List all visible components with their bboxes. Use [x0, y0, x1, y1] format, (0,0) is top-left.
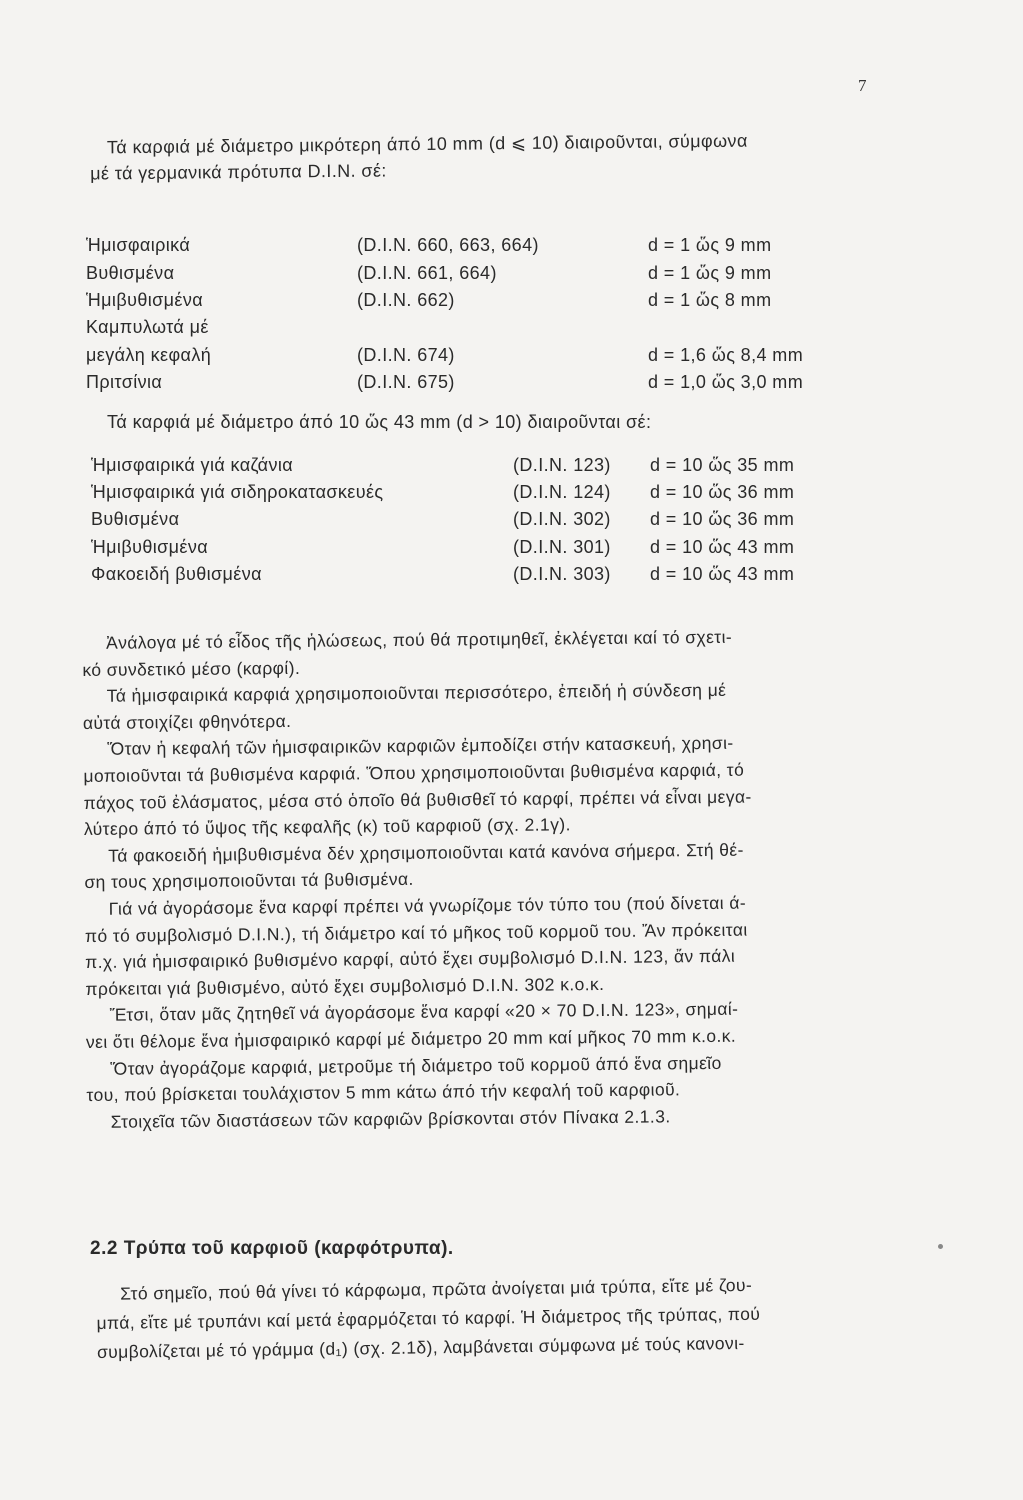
intro-paragraph	[90, 128, 748, 187]
body-line: Στοιχεῖα τῶν διαστάσεων τῶν καρφιῶν βρίσκονται στόν Πίνακα 2.1.3.	[110, 1106, 671, 1132]
nail-type: Πριτσίνια	[86, 372, 163, 392]
print-speck	[938, 1244, 943, 1249]
din-code: (D.I.N. 301)	[513, 537, 611, 557]
body-line: συμβολίζεται μέ τό γράμμα (d₁) (σχ. 2.1δ), λαμβάνεται σύμφωνα μέ τούς κανονι-	[96, 1332, 745, 1362]
body-line: πό τό συμβολισμό D.I.N.), τή διάμετρο καί τό μῆκος τοῦ κορμοῦ του. Ἄν πρόκειται	[84, 919, 748, 946]
nail-type: Καμπυλωτά μέ	[86, 317, 209, 337]
body-line: νει ὅτι θέλομε ἕνα ἡμισφαιρικό καρφί μέ διάμετρο 20 mm καί μῆκος 70 mm κ.ο.κ.	[85, 1025, 737, 1052]
nail-type: Φακοειδή βυθισμένα	[91, 564, 262, 584]
diameter-range: d = 10 ὥς 43 mm	[650, 564, 795, 584]
body-line: Τά φακοειδή ἡμιβυθισμένα δέν χρησιμοποιοῦνται κατά κανόνα σήμερα. Στή θέ-	[108, 839, 744, 866]
diameter-range: d = 10 ὥς 43 mm	[650, 537, 795, 557]
diameter-range: d = 1,6 ὥς 8,4 mm	[648, 345, 804, 365]
body-text	[82, 624, 755, 1136]
nail-type: Ἡμισφαιρικά γιά καζάνια	[91, 455, 294, 475]
diameter-range: d = 1 ὥς 9 mm	[648, 235, 772, 255]
diameter-range: d = 1,0 ὥς 3,0 mm	[648, 372, 804, 392]
diameter-range: d = 1 ὥς 9 mm	[648, 263, 772, 283]
nail-type: Βυθισμένα	[86, 263, 175, 283]
body-line: πρόκειται γιά βυθισμένο, αὐτό ἔχει συμβολισμό D.I.N. 302 κ.ο.κ.	[85, 973, 605, 999]
body-line: Ἀνάλογα μέ τό εἶδος τῆς ἡλώσεως, πού θά προτιμηθεῖ, ἐκλέγεται καί τό σχετι-	[106, 626, 733, 653]
din-code: (D.I.N. 675)	[357, 372, 455, 392]
body-line: Ὅταν ἀγοράζομε καρφιά, μετροῦμε τή διάμετρο τοῦ κορμοῦ άπό ἕνα σημεῖο	[110, 1052, 722, 1079]
din-code: (D.I.N. 662)	[357, 290, 455, 310]
body-line: πάχος τοῦ ἐλάσματος, μέσα στό ὁποῖο θά βυθισθεῖ τό καρφί, πρέπει νά εἶναι μεγα-	[83, 786, 752, 813]
body-line: Ὅταν ἡ κεφαλή τῶν ἡμισφαιρικῶν καρφιῶν ἐμποδίζει στήν κατασκευή, χρησι-	[107, 733, 734, 760]
nail-type: Ἡμισφαιρικά	[86, 235, 191, 255]
body-line: του, πού βρίσκεται τουλάχιστον 5 mm κάτω άπό τήν κεφαλή τοῦ καρφιοῦ.	[86, 1079, 681, 1106]
body-line: λύτερο άπό τό ὕψος τῆς κεφαλῆς (κ) τοῦ καρφιοῦ (σχ. 2.1γ).	[83, 814, 571, 840]
diameter-range: d = 10 ὥς 35 mm	[650, 455, 795, 475]
din-code: (D.I.N. 124)	[513, 482, 611, 502]
body-line: ση τους χρησιμοποιοῦνται τά βυθισμένα.	[84, 869, 414, 893]
body-line: Ἔτσι, ὅταν μᾶς ζητηθεῖ νά ἀγοράσομε ἕνα καρφί «20 × 70 D.I.N. 123», σημαί-	[109, 999, 739, 1026]
body-line: μπά, εἴτε μέ τρυπάνι καί μετά ἐφαρμόζεται τό καρφί. Ἡ διάμετρος τῆς τρύπας, πού	[96, 1303, 761, 1333]
body-line: κό συνδετικό μέσο (καρφί).	[82, 657, 301, 680]
nail-type: μεγάλη κεφαλή	[86, 345, 212, 365]
din-code: (D.I.N. 674)	[357, 345, 455, 365]
body-line: αὐτά στοιχίζει φθηνότερα.	[82, 710, 292, 733]
diameter-range: d = 10 ὥς 36 mm	[650, 482, 795, 502]
nail-type: Ἡμισφαιρικά γιά σιδηροκατασκευές	[91, 482, 384, 502]
din-code: (D.I.N. 660, 663, 664)	[357, 235, 539, 255]
intro-line: Τά καρφιά μέ διάμετρο μικρότερη άπό 10 mm (d ⩽ 10) διαιροῦνται, σύμφωνα	[106, 130, 748, 158]
section-heading: 2.2 Τρύπα τοῦ καρφιοῦ (καρφότρυπα).	[90, 1238, 454, 1259]
page-number: 7	[858, 76, 867, 95]
diameter-range: d = 1 ὥς 8 mm	[648, 290, 772, 310]
din-code: (D.I.N. 661, 664)	[357, 263, 497, 283]
section-body	[96, 1271, 761, 1367]
body-line: μοποιοῦνται τά βυθισμένα καρφιά. Ὅπου χρησιμοποιοῦνται βυθισμένα καρφιά, τό	[83, 759, 745, 786]
body-line: π.χ. γιά ἡμισφαιρικό βυθισμένο καρφί, αὐτό ἔχει συμβολισμό D.I.N. 123, ἄν πάλι	[85, 945, 736, 973]
intro2-line: Τά καρφιά μέ διάμετρο άπό 10 ὥς 43 mm (d > 10) διαιροῦνται σέ:	[107, 412, 652, 432]
nail-type: Ἡμιβυθισμένα	[91, 537, 209, 557]
body-line: Γιά νά ἀγοράσομε ἕνα καρφί πρέπει νά γνωρίζομε τόν τύπο του (πού δίνεται ά-	[108, 892, 747, 919]
diameter-range: d = 10 ὥς 36 mm	[650, 509, 795, 529]
din-code: (D.I.N. 303)	[513, 564, 611, 584]
nail-type: Ἡμιβυθισμένα	[86, 290, 204, 310]
intro-line: μέ τά γερμανικά πρότυπα D.I.N. σέ:	[90, 160, 387, 184]
body-line: Στό σημεῖο, πού θά γίνει τό κάρφωμα, πρῶτα ἀνοίγεται μιά τρύπα, εἴτε μέ ζου-	[120, 1274, 753, 1304]
body-line: Τά ἡμισφαιρικά καρφιά χρησιμοποιοῦνται περισσότερο, ἐπειδή ἡ σύνδεση μέ	[106, 680, 727, 706]
din-code: (D.I.N. 302)	[513, 509, 611, 529]
din-code: (D.I.N. 123)	[513, 455, 611, 475]
nail-type: Βυθισμένα	[91, 509, 180, 529]
